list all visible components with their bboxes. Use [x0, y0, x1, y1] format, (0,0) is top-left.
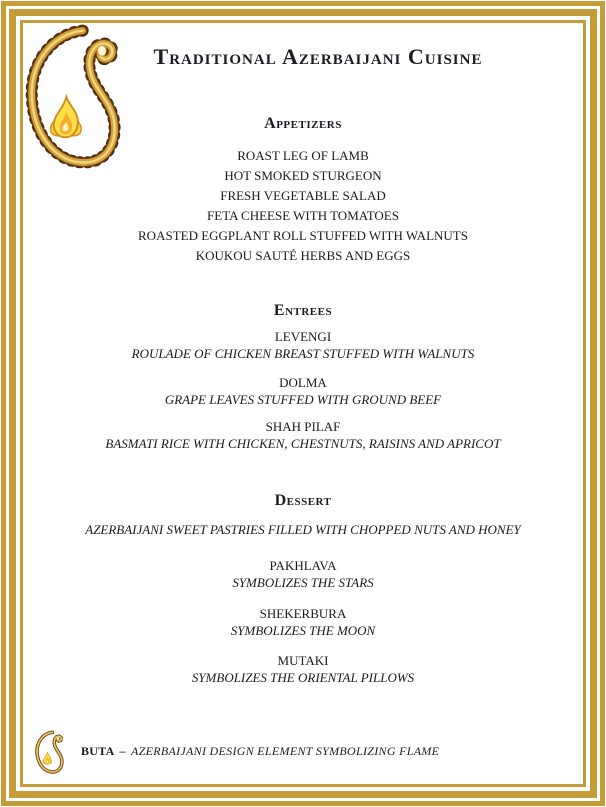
menu-item: FETA CHEESE WITH TOMATOES	[207, 208, 399, 223]
footer	[35, 730, 439, 774]
dish-description: SYMBOLIZES THE ORIENTAL PILLOWS	[191, 670, 415, 685]
dish-name: DOLMA	[279, 375, 327, 390]
dish-group	[23, 328, 583, 362]
appetizers-list	[23, 146, 583, 266]
menu-item: ROAST LEG OF LAMB	[237, 148, 369, 163]
menu-page	[23, 23, 583, 686]
footnote-term: BUTA	[81, 744, 115, 758]
dish-description: SYMBOLIZES THE MOON	[230, 623, 376, 638]
dish-group	[23, 418, 583, 452]
dish-name: SHEKERBURA	[259, 606, 347, 621]
section-heading-dessert: Dessert	[274, 492, 332, 509]
dish-name: MUTAKI	[277, 653, 329, 668]
dish-description: GRAPE LEAVES STUFFED WITH GROUND BEEF	[164, 392, 442, 407]
menu-item: FRESH VEGETABLE SALAD	[220, 188, 386, 203]
dish-name: SHAH PILAF	[265, 419, 341, 434]
dish-group	[23, 374, 583, 408]
section-heading-appetizers: Appetizers	[264, 115, 342, 132]
buta-small-icon	[35, 730, 65, 774]
dessert-intro: AZERBAIJANI SWEET PASTRIES FILLED WITH CHOPPED NUTS AND HONEY	[85, 522, 521, 537]
dish-description: BASMATI RICE WITH CHICKEN, CHESTNUTS, RAISINS AND APRICOT	[105, 436, 501, 451]
dish-group	[23, 557, 583, 591]
dish-name: LEVENGI	[274, 329, 332, 344]
section-heading-entrees: Entrees	[273, 302, 333, 319]
buta-footnote	[81, 744, 439, 759]
page-title: Traditional Azerbaijani Cuisine	[153, 44, 483, 69]
dish-group	[23, 652, 583, 686]
footnote-dash: –	[119, 744, 126, 758]
footnote-definition: AZERBAIJANI DESIGN ELEMENT SYMBOLIZING FLAME	[130, 744, 440, 758]
dish-description: ROULADE OF CHICKEN BREAST STUFFED WITH WALNUTS	[131, 346, 475, 361]
dish-group	[23, 605, 583, 639]
dish-name: PAKHLAVA	[269, 558, 337, 573]
menu-item: ROASTED EGGPLANT ROLL STUFFED WITH WALNUTS	[138, 228, 468, 243]
menu-item: KOUKOU SAUTÉ HERBS AND EGGS	[195, 248, 411, 263]
dish-description: SYMBOLIZES THE STARS	[232, 575, 374, 590]
menu-item: HOT SMOKED STURGEON	[224, 168, 382, 183]
